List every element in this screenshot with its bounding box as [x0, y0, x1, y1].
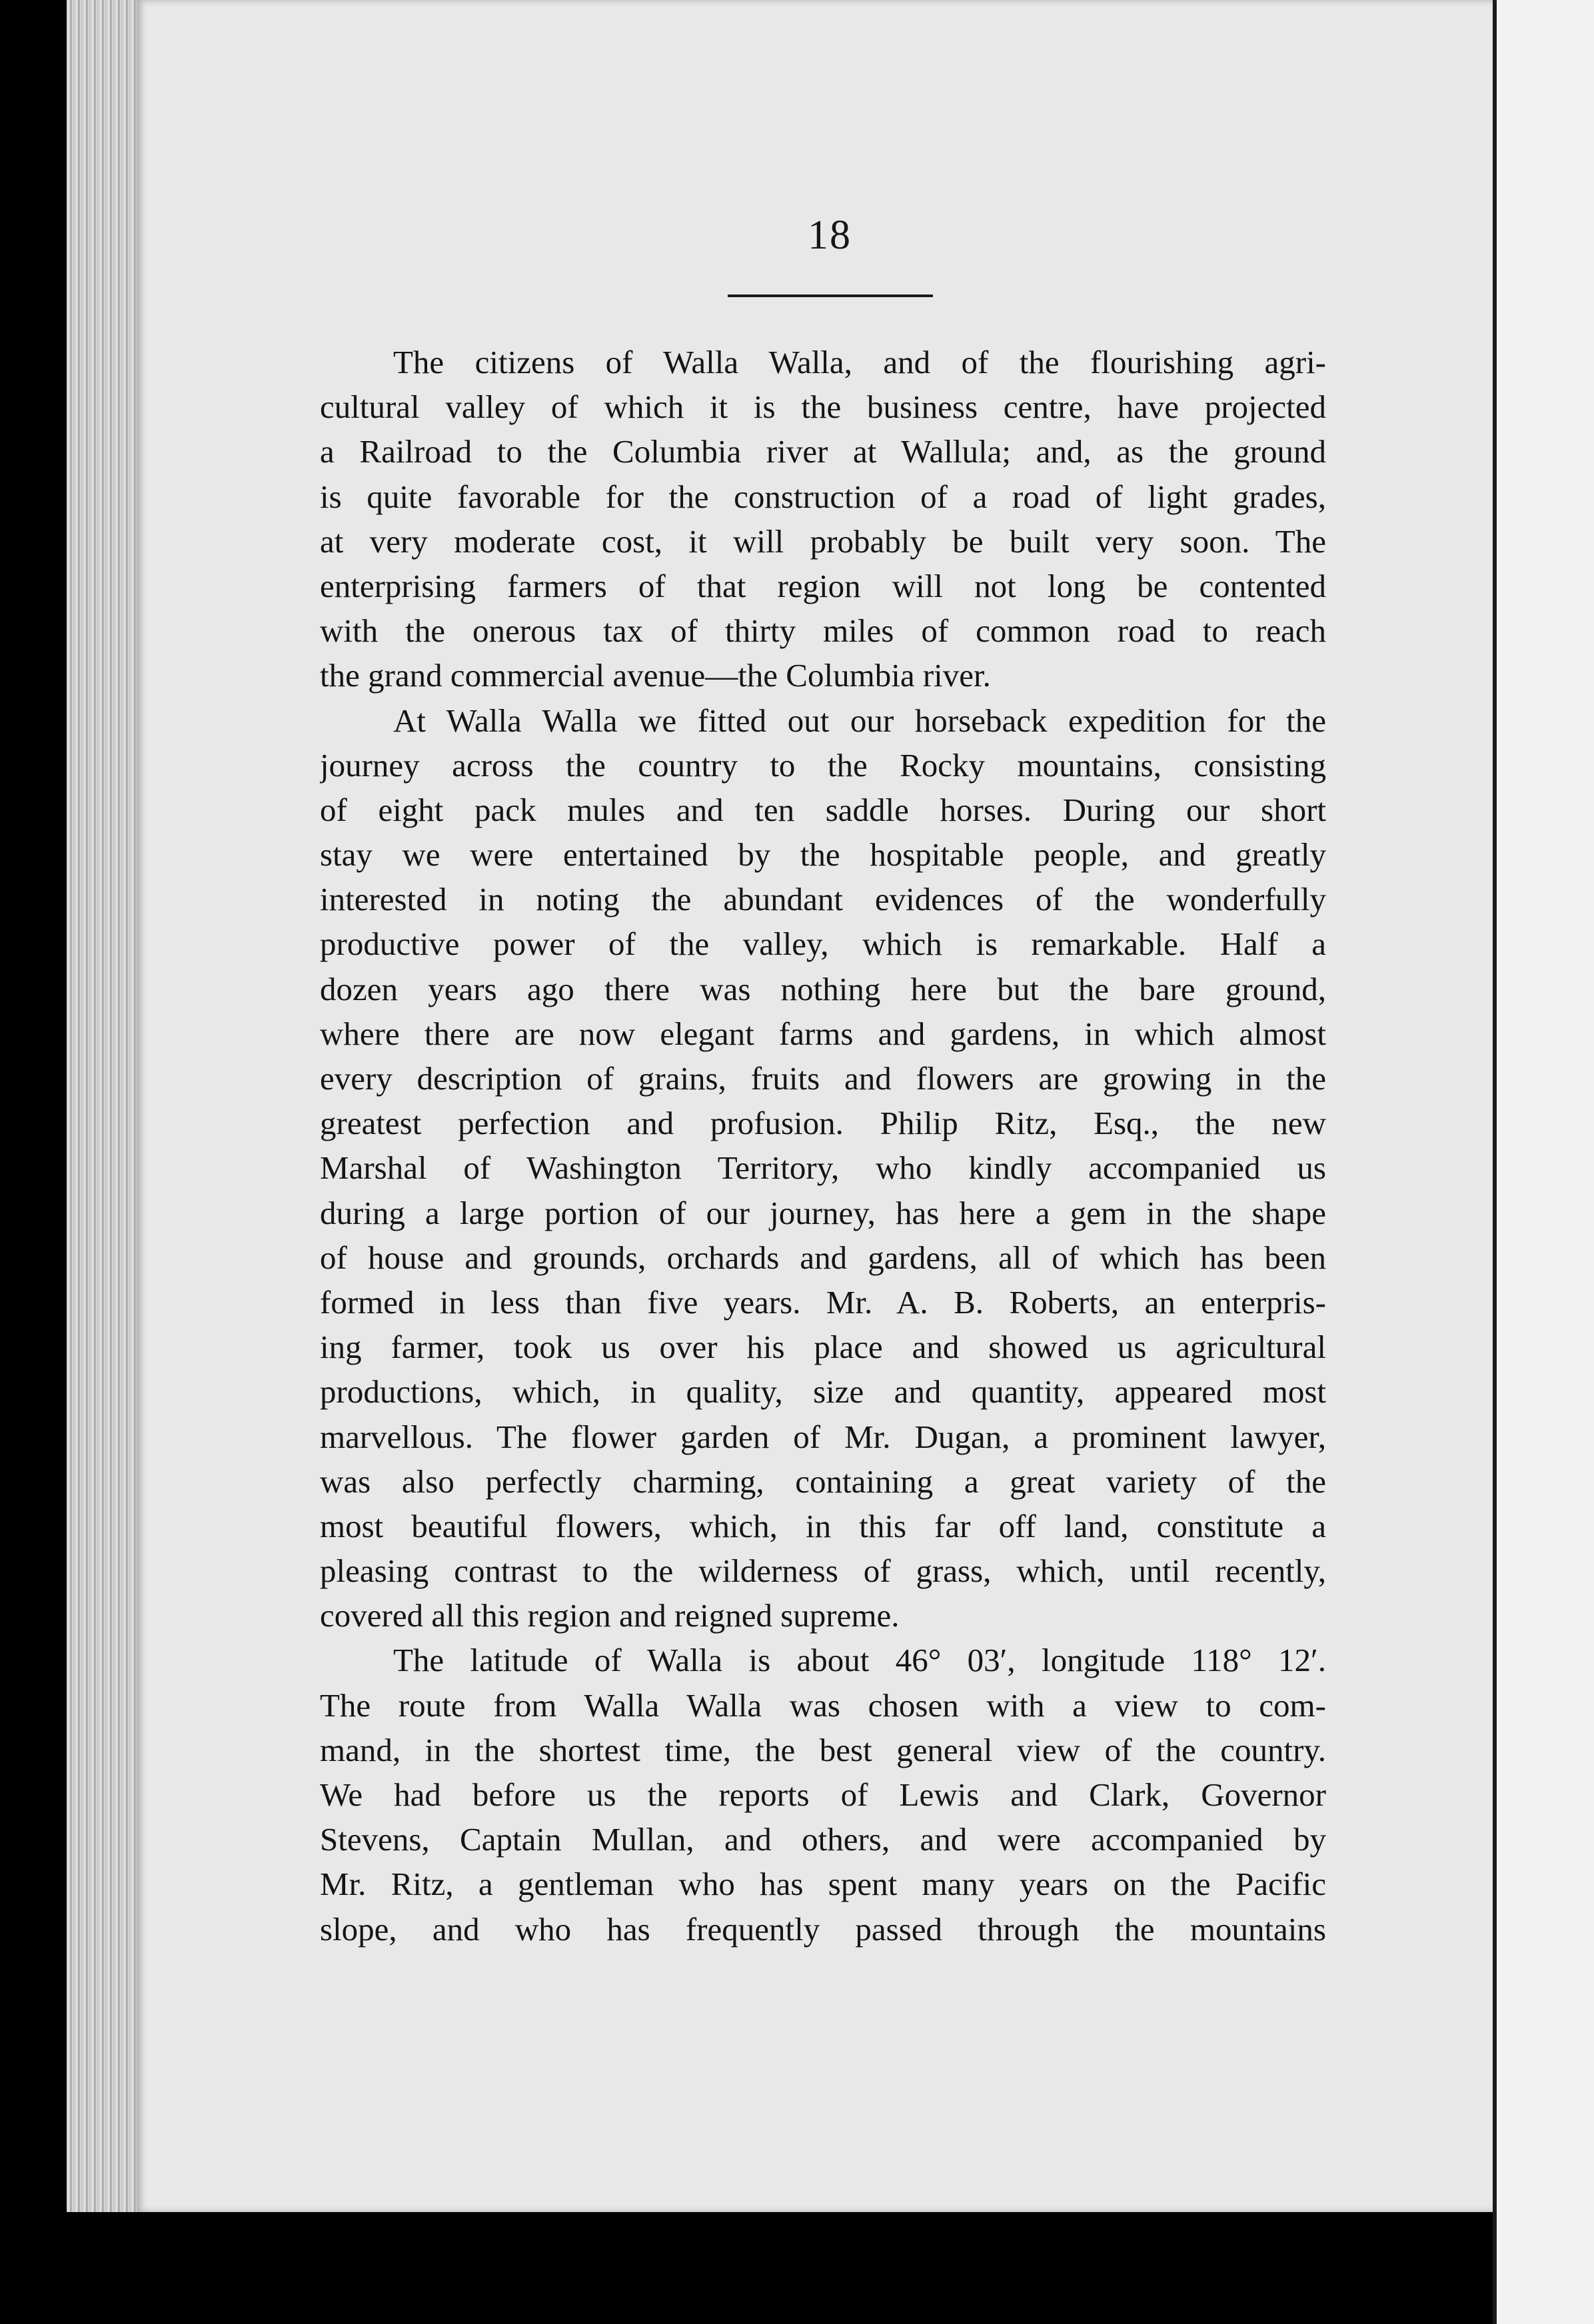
- text-line: formed in less than five years. Mr. A. B. Roberts, an enterpris-: [320, 1283, 1326, 1321]
- text-line: mand, in the shortest time, the best general view of the country.: [320, 1731, 1326, 1768]
- text-line: every description of grains, fruits and flowers are growing in the: [320, 1060, 1326, 1097]
- text-line: productions, which, in quality, size and quantity, appeared most: [320, 1373, 1326, 1411]
- text-line: dozen years ago there was nothing here but the bare ground,: [320, 970, 1326, 1007]
- text-line: interested in noting the abundant evidences of the wonderfully: [320, 881, 1326, 918]
- text-line: during a large portion of our journey, has here a gem in the shape: [320, 1194, 1326, 1231]
- text-line: a Railroad to the Columbia river at Wallula; and, as the ground: [320, 433, 1326, 470]
- text-line: cultural valley of which it is the business centre, have projected: [320, 388, 1326, 426]
- text-line: of house and grounds, orchards and gardens, all of which has been: [320, 1239, 1326, 1276]
- text-line: is quite favorable for the construction of a road of light grades,: [320, 478, 1326, 515]
- body-text: [320, 340, 1326, 1952]
- page-edge-stack: [67, 0, 147, 2219]
- text-line: The citizens of Walla Walla, and of the flourishing agri-: [393, 344, 1326, 380]
- scan-bottom-margin: [0, 2212, 1493, 2324]
- text-line: Marshal of Washington Territory, who kindly accompanied us: [320, 1149, 1326, 1187]
- text-line: where there are now elegant farms and gardens, in which almost: [320, 1015, 1326, 1052]
- text-line: Mr. Ritz, a gentleman who has spent many years on the Pacific: [320, 1866, 1326, 1903]
- adjacent-page-edge: [1493, 0, 1594, 2324]
- text-line: greatest perfection and profusion. Philip Ritz, Esq., the new: [320, 1105, 1326, 1142]
- text-line: journey across the country to the Rocky mountains, consisting: [320, 746, 1326, 784]
- text-line: of eight pack mules and ten saddle horses. During our short: [320, 791, 1326, 828]
- text-line: The latitude of Walla is about 46° 03′, longitude 118° 12′.: [393, 1642, 1326, 1679]
- text-line: The route from Walla Walla was chosen with a view to com-: [320, 1686, 1326, 1724]
- text-line: slope, and who has frequently passed through the mountains: [320, 1910, 1326, 1948]
- text-line: We had before us the reports of Lewis and Clark, Governor: [320, 1776, 1326, 1813]
- text-line: Stevens, Captain Mullan, and others, and were accompanied by: [320, 1821, 1326, 1858]
- header-rule: [728, 294, 933, 297]
- text-line: the grand commercial avenue—the Columbia river.: [320, 657, 991, 694]
- text-line: at very moderate cost, it will probably be built very soon. The: [320, 522, 1326, 560]
- text-line: marvellous. The flower garden of Mr. Dugan, a prominent lawyer,: [320, 1418, 1326, 1455]
- text-line: pleasing contrast to the wilderness of grass, which, until recently,: [320, 1552, 1326, 1590]
- page-number: 18: [808, 213, 852, 258]
- text-line: covered all this region and reigned supreme.: [320, 1597, 900, 1634]
- text-line: enterprising farmers of that region will not long be contented: [320, 567, 1326, 604]
- text-line: was also perfectly charming, containing a great variety of the: [320, 1462, 1326, 1500]
- text-line: with the onerous tax of thirty miles of common road to reach: [320, 612, 1326, 650]
- text-line: At Walla Walla we fitted out our horseback expedition for the: [393, 702, 1326, 739]
- text-line: ing farmer, took us over his place and showed us agricultural: [320, 1329, 1326, 1366]
- text-line: productive power of the valley, which is remarkable. Half a: [320, 925, 1326, 963]
- text-line: most beautiful flowers, which, in this far off land, constitute a: [320, 1507, 1326, 1544]
- text-line: stay we were entertained by the hospitable people, and greatly: [320, 836, 1326, 873]
